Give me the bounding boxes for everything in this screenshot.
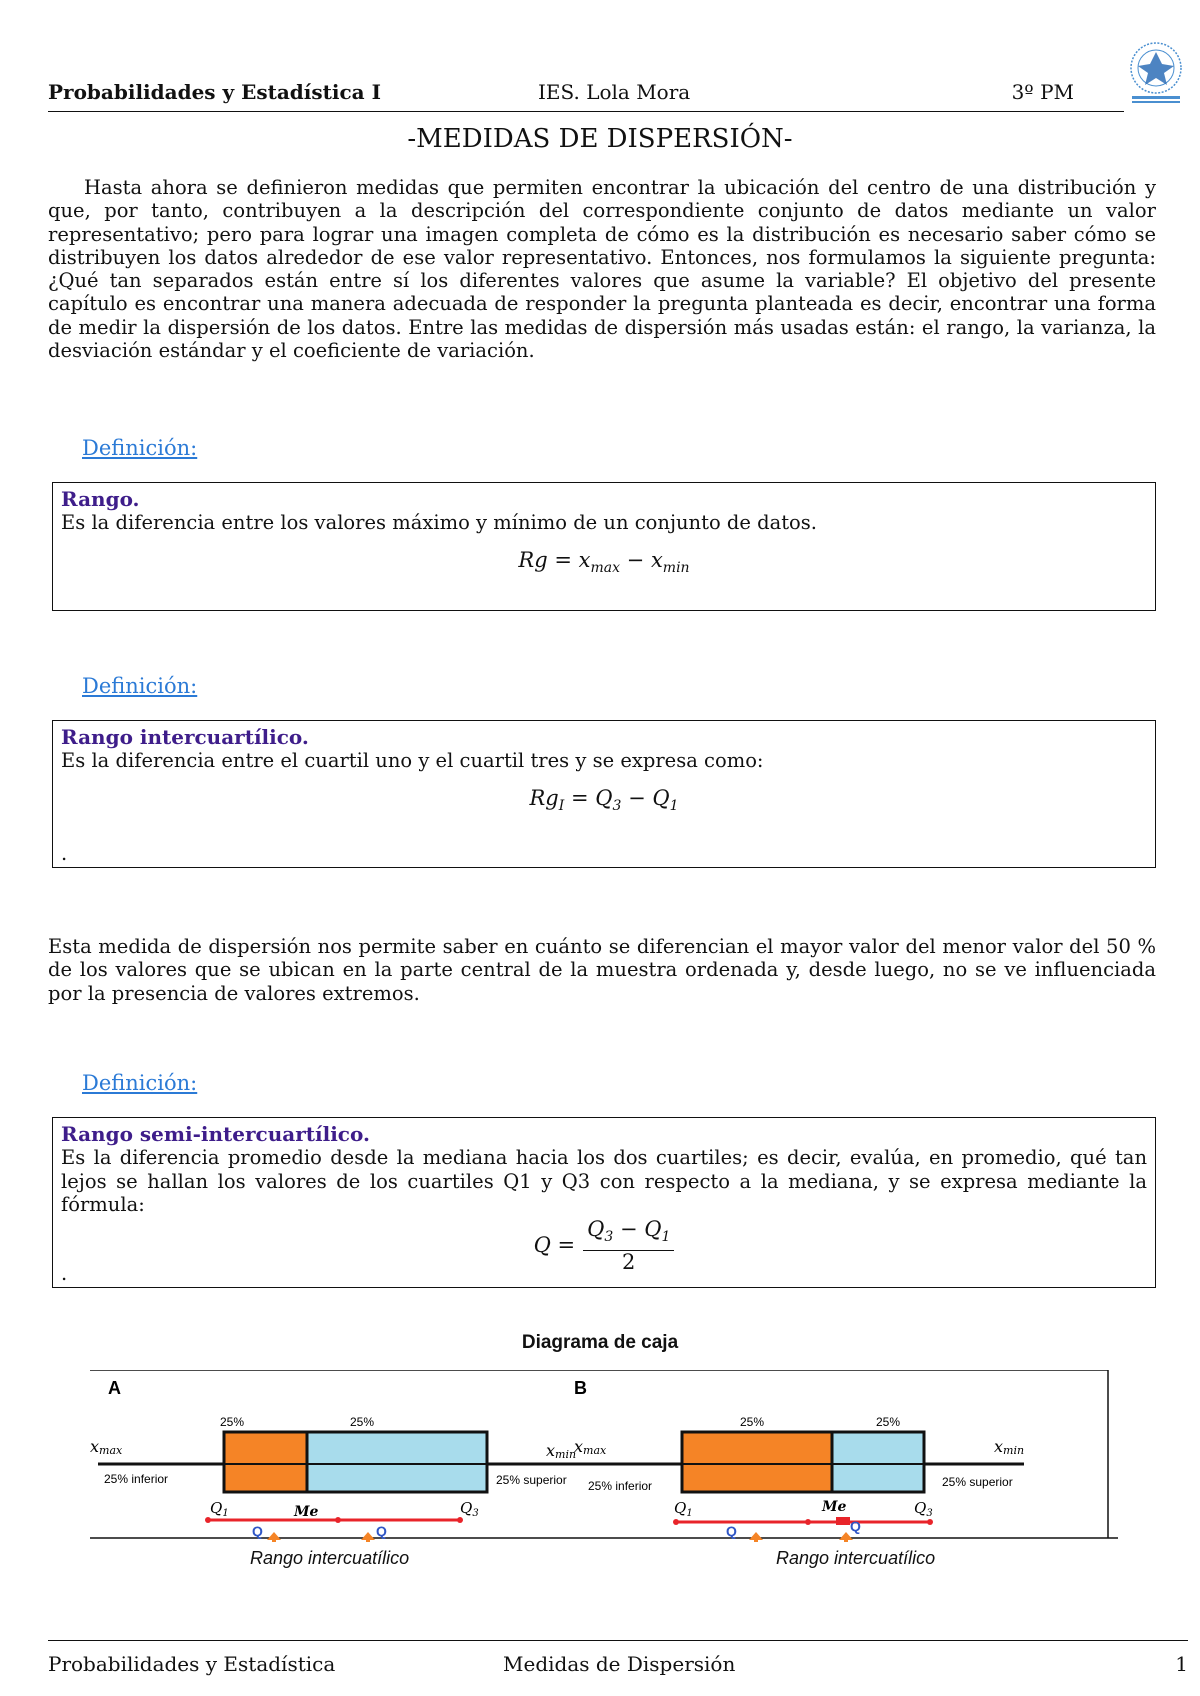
footer-course: Probabilidades y Estadística (48, 1652, 336, 1676)
formula-semi: Q = $\frac{Q_3 - Q_1}{2}$ (61, 1218, 1147, 1274)
school-logo-icon (1126, 40, 1186, 106)
middle-paragraph (48, 935, 1156, 1005)
panel-b-median: Me (822, 1499, 847, 1515)
header-school: IES. Lola Mora (538, 80, 691, 104)
panel-b-xmin: xmin (994, 1437, 1025, 1457)
panel-b-label: B (574, 1378, 587, 1398)
box-plot-panel-b (574, 1378, 1024, 1542)
panel-b-lower-box (682, 1432, 832, 1492)
definition-text-range: Es la diferencia entre los valores máximo y mínimo de un conjunto de datos. (61, 511, 817, 535)
panel-a-arrow-left-icon (267, 1532, 281, 1542)
intro-text: Hasta ahora se definieron medidas que permiten encontrar la ubicación del centro de una distribución y que, por tanto, contribuyen a la descripción del correspondiente conjunto de datos mediante un valor representativo; pero para lograr una imagen completa de cómo es la distribución es necesario saber cómo se distribuyen los datos alrededor de ese valor representativo. Entonces, nos formulamos la siguiente pregunta: ¿Qué tan separados están entre sí los diferentes valores que asume la variable? El objetivo del presente capítulo es encontrar una manera adecuada de responder la pregunta planteada es decir, encontrar una forma de medir la dispersión de los datos. Entre las medidas de dispersión más usadas están: el rango, la varianza, la desviación estándar y el coeficiente de variación. (48, 176, 1156, 363)
box-plot-panel-a (90, 1378, 590, 1542)
definition-title-iqr: Rango intercuartílico. (61, 725, 309, 749)
formula-iqr: $Rg_I = Q_3 - Q_1$ (529, 785, 679, 814)
panel-a-upper-box (307, 1432, 487, 1492)
panel-a-lower-label: 25% inferior (104, 1472, 169, 1486)
panel-a-upper-label: 25% superior (496, 1473, 567, 1487)
panel-b-q3: $Q_3$ (914, 1499, 933, 1519)
panel-b-q-right: Q (850, 1518, 861, 1534)
panel-a-median: Me (294, 1504, 319, 1520)
definition-box-iqr (52, 720, 1156, 868)
panel-a-xmin: xmin (546, 1441, 577, 1461)
panel-b-xmax: xmax (574, 1437, 607, 1457)
footer-page-number: 1 (1175, 1652, 1188, 1676)
definition-title-semi: Rango semi-intercuartílico. (61, 1122, 370, 1146)
panel-b-lower-label: 25% inferior (588, 1479, 653, 1493)
page-title: -MEDIDAS DE DISPERSIÓN- (407, 124, 793, 154)
definition-title-range: Rango. (61, 487, 140, 511)
intro-paragraph (48, 176, 1156, 362)
panel-a-q-left: Q (252, 1523, 263, 1539)
panel-a-lower-box (224, 1432, 307, 1492)
middle-text: Esta medida de dispersión nos permite saber en cuánto se diferencian el mayor valor del menor valor del 50 % de los valores que se ubican en la parte central de la muestra ordenada y, desde luego, no se ve influenciada por la presencia de valores extremos. (48, 935, 1156, 1005)
definition-heading-1: Definición: (82, 436, 198, 460)
panel-b-q1: $Q_1$ (674, 1499, 693, 1519)
footer-topic: Medidas de Dispersión (503, 1652, 736, 1676)
definition-heading-2: Definición: (82, 674, 198, 698)
panel-b-pct-right: 25% (876, 1415, 901, 1429)
panel-a-q3: $Q_3$ (460, 1499, 479, 1519)
page-footer (48, 1652, 1188, 1680)
footer-rule (48, 1640, 1188, 1641)
definition-box-semi (52, 1117, 1156, 1288)
panel-a-q-right: Q (376, 1523, 387, 1539)
panel-b-upper-label: 25% superior (942, 1475, 1013, 1489)
definition-trail-iqr: . (61, 841, 68, 865)
panel-b-pct-left: 25% (740, 1415, 765, 1429)
page-header (48, 80, 1124, 110)
definition-heading-3: Definición: (82, 1071, 198, 1095)
panel-b-arrow-left-icon (749, 1532, 763, 1542)
panel-a-arrow-right-icon (361, 1532, 375, 1542)
figure-title: Diagrama de caja (521, 1332, 679, 1353)
definition-text-semi: Es la diferencia promedio desde la mediana hacia los dos cuartiles; es decir, evalúa, en promedio, qué tan lejos se hallan los valores de los cuartiles Q1 y Q3 con respecto a la mediana, y se expresa mediante la fórmula: (61, 1146, 1147, 1216)
panel-a-caption: Rango intercuatílico (250, 1548, 410, 1568)
panel-a-xmax: xmax (90, 1437, 123, 1457)
formula-range: $Rg = x_{max} - x_{min}$ (518, 547, 690, 576)
panel-a-q1: $Q_1$ (210, 1499, 229, 1519)
panel-a-pct-left: 25% (220, 1415, 245, 1429)
definition-trail-semi: . (61, 1261, 68, 1285)
definition-text-iqr: Es la diferencia entre el cuartil uno y el cuartil tres y se expresa como: (61, 749, 764, 773)
box-plot-figure (90, 1370, 1118, 1542)
definition-box-range (52, 482, 1156, 611)
panel-b-upper-box (832, 1432, 924, 1492)
panel-b-caption: Rango intercuatílico (776, 1548, 936, 1568)
panel-b-q-left: Q (726, 1523, 737, 1539)
panel-a-label: A (108, 1378, 121, 1398)
header-rule (48, 111, 1124, 112)
header-course: Probabilidades y Estadística I (48, 80, 381, 104)
header-grade: 3º PM (1011, 80, 1074, 104)
panel-a-pct-right: 25% (350, 1415, 375, 1429)
